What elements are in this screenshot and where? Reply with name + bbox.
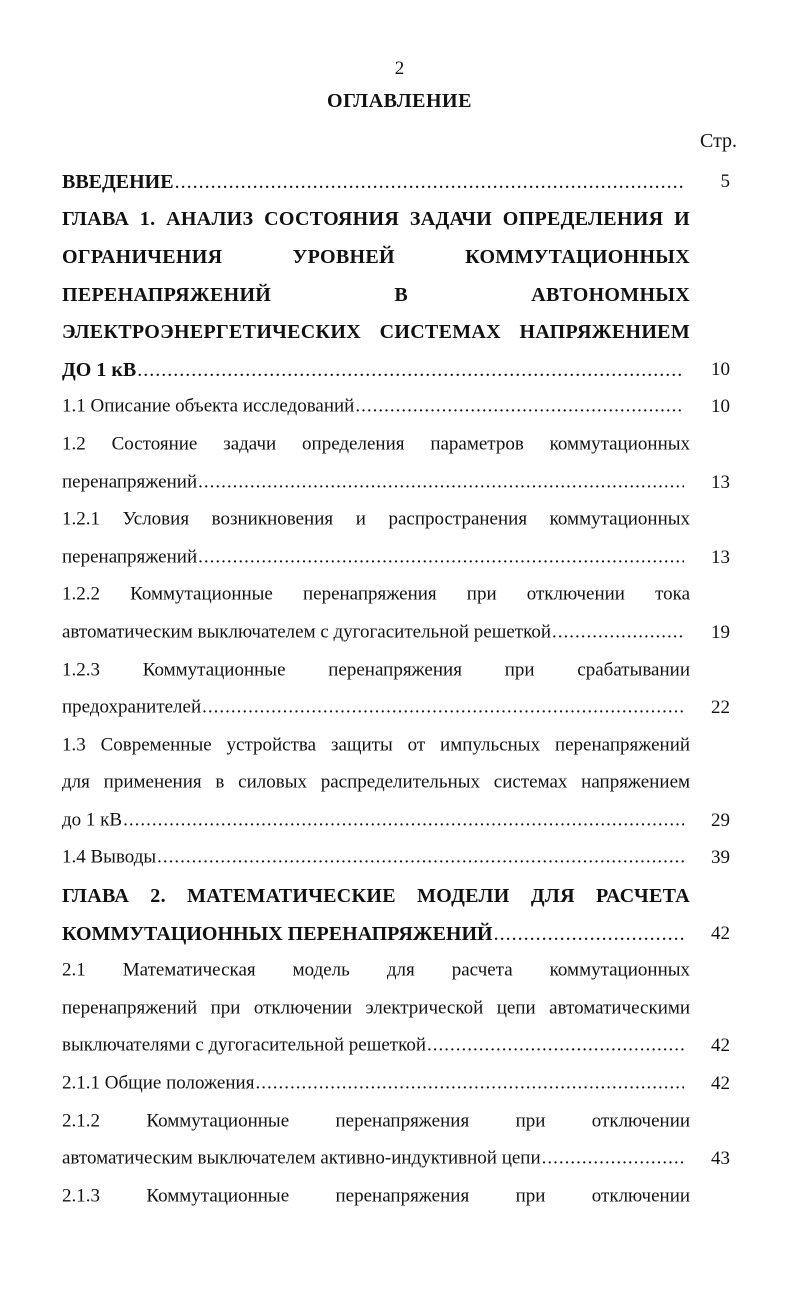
toc-entry-1-2-3-cont: предохранителей ..... 22 (62, 689, 730, 727)
toc-entry-2-1-cont: выключателями с дугогасительной решеткой ..... 42 (62, 1028, 730, 1066)
toc-page-number: 39 (711, 847, 730, 869)
toc-entry-1-2-1-cont: перенапряжений ..... 13 (62, 539, 730, 577)
toc-entry-title-line: 2.1 Математическая модель для расчета коммутационных (62, 959, 690, 981)
dot-leader (427, 1035, 684, 1058)
toc-entry-chapter-1-cont (62, 238, 730, 276)
toc-entry-chapter-1[interactable] (62, 201, 730, 239)
toc-entry-2-1-1[interactable]: 2.1.1 Общие положения ..... 42 (62, 1065, 730, 1103)
toc-entry-title-line: ГЛАВА 1. АНАЛИЗ СОСТОЯНИЯ ЗАДАЧИ ОПРЕДЕЛЕНИЯ И (62, 208, 690, 231)
toc-entry-title-line: 1.2.3 Коммутационные перенапряжения при срабатывании (62, 659, 690, 681)
page-title: ОГЛАВЛЕНИЕ (327, 90, 472, 112)
toc-page-number: 42 (711, 1035, 730, 1057)
toc-entry-title-line: ОГРАНИЧЕНИЯ УРОВНЕЙ КОММУТАЦИОННЫХ (62, 245, 690, 268)
toc-entry-chapter-1-cont (62, 276, 730, 314)
page-number: 2 (394, 58, 405, 79)
toc-entry-introduction[interactable] (62, 163, 730, 201)
dot-leader (255, 1073, 684, 1096)
toc-entry-title-line: ЭЛЕКТРОЭНЕРГЕТИЧЕСКИХ СИСТЕМАХ НАПРЯЖЕНИЕМ (62, 321, 690, 344)
toc-entry-title-line: 1.2 Состояние задачи определения параметров коммутационных (62, 433, 690, 455)
toc-entry-chapter-2-cont: КОММУТАЦИОННЫХ ПЕРЕНАПРЯЖЕНИЙ ..... 42 (62, 915, 730, 953)
dot-leader (123, 809, 684, 832)
toc-page-number: 42 (711, 1073, 730, 1095)
toc-page-number: 43 (711, 1148, 730, 1170)
dot-leader (542, 1148, 684, 1171)
toc-entry-title-line: 2.1.2 Коммутационные перенапряжения при отключении (62, 1110, 691, 1132)
toc-entry-2-1[interactable] (62, 952, 730, 990)
toc-entry-chapter-1-cont: ДО 1 кВ ..... 10 (62, 351, 730, 389)
toc-entry-title: ВВЕДЕНИЕ (62, 170, 174, 193)
toc-entry-title-line: перенапряжений при отключении электрической цепи автоматическими (62, 997, 691, 1019)
toc-page-number: 19 (711, 621, 730, 643)
toc-entry-1-2-3[interactable] (62, 652, 730, 690)
toc-entry-title-line: ГЛАВА 2. МАТЕМАТИЧЕСКИЕ МОДЕЛИ ДЛЯ РАСЧЕТА (62, 885, 690, 908)
toc-entry-1-2-cont: перенапряжений ..... 13 (62, 464, 730, 502)
toc-page-number: 5 (720, 170, 730, 192)
toc-entry-1-2-1[interactable] (62, 501, 730, 539)
toc-entry-title-line: 1.2.2 Коммутационные перенапряжения при отключении тока (62, 583, 691, 605)
toc-page-number: 42 (711, 922, 730, 944)
toc-page-number: 10 (711, 396, 730, 418)
toc-entry-1-1[interactable]: 1.1 Описание объекта исследований ..... 10 (62, 389, 730, 427)
toc-entry-2-1-cont (62, 990, 730, 1028)
toc-page-number: 29 (711, 809, 730, 831)
dot-leader (175, 170, 684, 194)
toc-page-number: 10 (711, 358, 730, 380)
toc-entry-2-1-3[interactable] (62, 1178, 730, 1216)
toc-entry-title-line: 1.3 Современные устройства защиты от импульсных перенапряжений (62, 734, 691, 756)
dot-leader (494, 922, 684, 946)
table-of-contents (62, 163, 730, 1216)
toc-entry-1-3-cont (62, 765, 730, 803)
toc-entry-chapter-2[interactable] (62, 877, 730, 915)
dot-leader (202, 697, 684, 720)
dot-leader (157, 847, 684, 870)
toc-entry-1-2-2[interactable] (62, 577, 730, 615)
toc-entry-1-3-cont: до 1 кВ ..... 29 (62, 802, 730, 840)
toc-entry-title-line: 1.2.1 Условия возникновения и распространения коммутационных (62, 508, 691, 530)
dot-leader (198, 471, 684, 494)
toc-entry-1-2[interactable] (62, 426, 730, 464)
toc-page-number: 13 (711, 471, 730, 493)
toc-page-number: 13 (711, 546, 730, 568)
toc-entry-1-4[interactable]: 1.4 Выводы ..... 39 (62, 840, 730, 878)
toc-entry-2-1-2[interactable] (62, 1103, 730, 1141)
toc-entry-2-1-2-cont: автоматическим выключателем активно-индуктивной цепи ..... 43 (62, 1140, 730, 1178)
dot-leader (552, 622, 684, 645)
dot-leader (355, 396, 684, 419)
dot-leader (198, 546, 684, 569)
toc-entry-title-line: ПЕРЕНАПРЯЖЕНИЙ В АВТОНОМНЫХ (62, 283, 690, 306)
page-column-label: Стр. (700, 130, 738, 152)
dot-leader (137, 358, 684, 382)
toc-entry-title-line: для применения в силовых распределительных системах напряжением (62, 771, 691, 793)
toc-entry-1-3[interactable] (62, 727, 730, 765)
toc-entry-title-line: 2.1.3 Коммутационные перенапряжения при отключении (62, 1185, 691, 1207)
toc-entry-chapter-1-cont (62, 313, 730, 351)
toc-page-number: 22 (711, 697, 730, 719)
toc-entry-1-2-2-cont: автоматическим выключателем с дугогасительной решеткой ..... 19 (62, 614, 730, 652)
